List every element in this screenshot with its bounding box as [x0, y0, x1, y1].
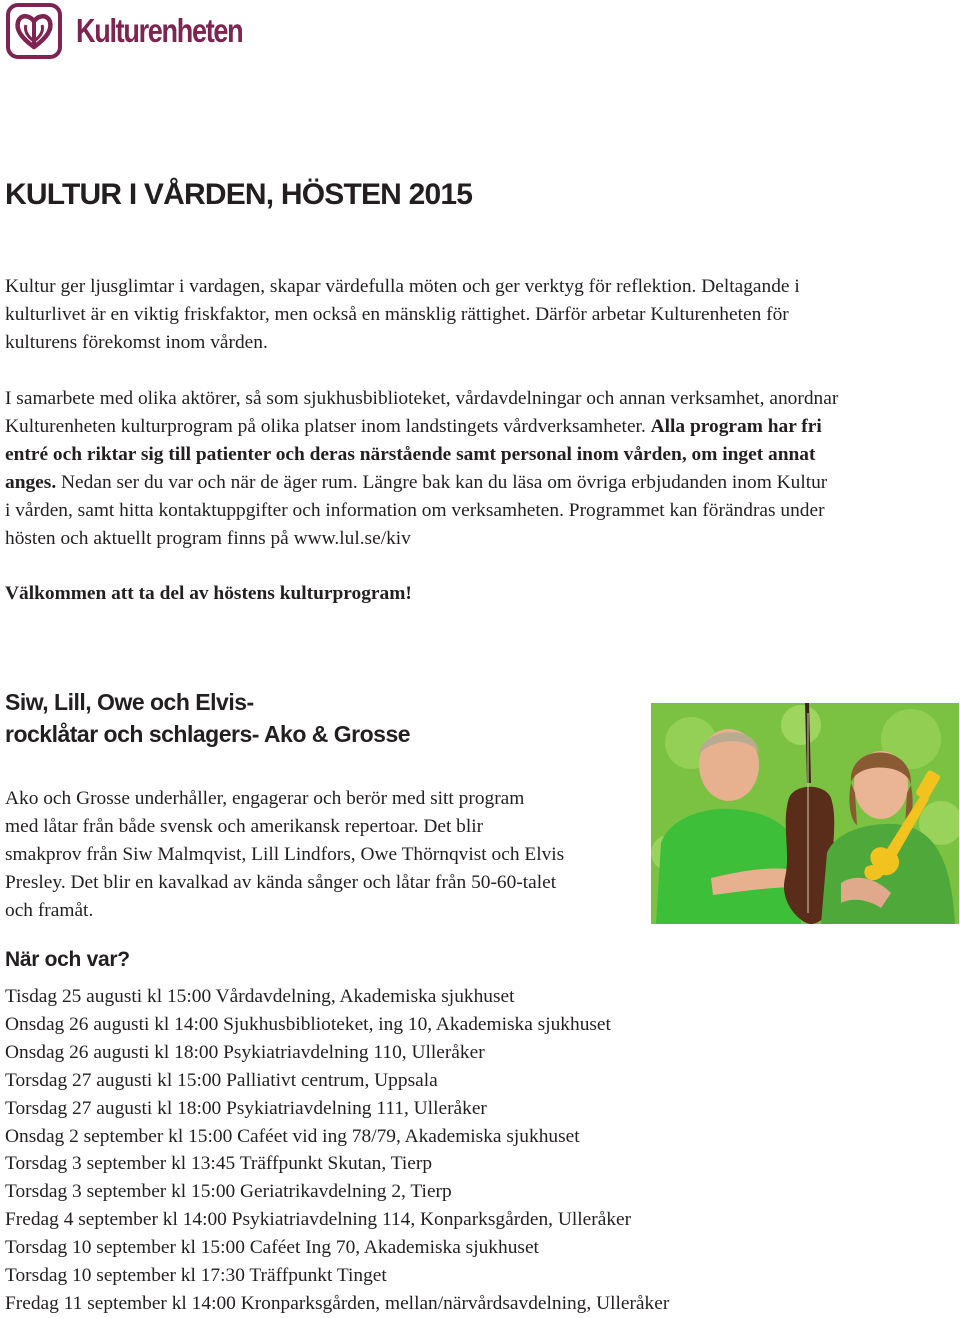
intro-line: kulturlivet är en viktig friskfaktor, men också en mänsklig rättighet. Därför arbetar Kulturenheten för [5, 304, 789, 325]
schedule-item: Onsdag 26 augusti kl 14:00 Sjukhusbiblioteket, ing 10, Akademiska sjukhuset [5, 1013, 611, 1035]
kulturenheten-heart-logo-icon [6, 3, 62, 59]
schedule-item: Fredag 11 september kl 14:00 Kronparksgården, mellan/närvårdsavdelning, Ulleråker [5, 1292, 670, 1314]
intro-paragraph [5, 273, 800, 357]
event-title [5, 686, 410, 750]
schedule-item: Onsdag 26 augusti kl 18:00 Psykiatriavdelning 110, Ulleråker [5, 1041, 485, 1063]
when-where-heading: När och var? [5, 948, 130, 971]
description-line: smakprov från Siw Malmqvist, Lill Lindfors, Owe Thörnqvist och Elvis [5, 844, 565, 865]
event-title-line: Siw, Lill, Owe och Elvis- [5, 689, 254, 715]
info-line: hösten och aktuellt program finns på www.lul.se/kiv [5, 528, 411, 549]
logo [6, 2, 279, 60]
intro-line: kulturens förekomst inom vården. [5, 332, 268, 353]
welcome-text [5, 580, 412, 608]
schedule-item: Onsdag 2 september kl 15:00 Caféet vid ing 78/79, Akademiska sjukhuset [5, 1125, 580, 1147]
info-line [5, 469, 838, 497]
schedule-item: Torsdag 10 september kl 15:00 Caféet Ing 70, Akademiska sjukhuset [5, 1237, 539, 1259]
schedule-item: Tisdag 25 augusti kl 15:00 Vårdavdelning, Akademiska sjukhuset [5, 986, 515, 1007]
performers-photo-icon [651, 703, 959, 924]
program-info-paragraph [5, 385, 838, 553]
schedule-item: Torsdag 3 september kl 15:00 Geriatrikavdelning 2, Tierp [5, 1181, 452, 1203]
description-line: med låtar från både svensk och amerikansk repertoar. Det blir [5, 816, 484, 837]
info-bold-text: Alla program har fri [650, 416, 822, 437]
info-text: Nedan ser du var och när de äger rum. Längre bak kan du läsa om övriga erbjudanden inom Kultur [61, 472, 828, 493]
info-line [5, 441, 838, 469]
info-bold-text: anges. [5, 472, 57, 493]
event-title-line: rocklåtar och schlagers- Ako & Grosse [5, 721, 411, 747]
info-line: i vården, samt hitta kontaktuppgifter och information om verksamheten. Programmet kan förändras under [5, 500, 825, 521]
schedule-item: Fredag 4 september kl 14:00 Psykiatriavdelning 114, Konparksgården, Ulleråker [5, 1209, 632, 1231]
event-description [5, 785, 564, 925]
description-line: Ako och Grosse underhåller, engagerar och berör med sitt program [5, 788, 525, 809]
schedule-list [5, 983, 669, 1318]
schedule-item: Torsdag 27 augusti kl 18:00 Psykiatriavdelning 111, Ulleråker [5, 1097, 487, 1119]
description-line: Presley. Det blir en kavalkad av kända sånger och låtar från 50-60-talet [5, 872, 557, 893]
description-line: och framåt. [5, 900, 94, 921]
schedule-item: Torsdag 10 september kl 17:30 Träffpunkt Tinget [5, 1265, 387, 1287]
info-line [5, 413, 838, 441]
info-text: Kulturenheten kulturprogram på olika platser inom landstingets vårdverksamheter. [5, 416, 646, 437]
intro-line: Kultur ger ljusglimtar i vardagen, skapar värdefulla möten och ger verktyg för reflektion. Deltagande i [5, 276, 800, 297]
schedule-item: Torsdag 27 augusti kl 15:00 Palliativt centrum, Uppsala [5, 1069, 438, 1091]
info-bold-text: entré och riktar sig till patienter och deras närstående samt personal inom vården, om inget annat [5, 444, 816, 465]
page-title: KULTUR I VÅRDEN, HÖSTEN 2015 [5, 178, 473, 211]
schedule-item: Torsdag 3 september kl 13:45 Träffpunkt Skutan, Tierp [5, 1153, 433, 1175]
info-line: I samarbete med olika aktörer, så som sjukhusbiblioteket, vårdavdelningar och annan verksamhet, anordnar [5, 388, 839, 409]
welcome-bold: Välkommen att ta del av höstens kulturprogram! [5, 583, 412, 604]
logo-name: Kulturenheten [76, 12, 243, 49]
